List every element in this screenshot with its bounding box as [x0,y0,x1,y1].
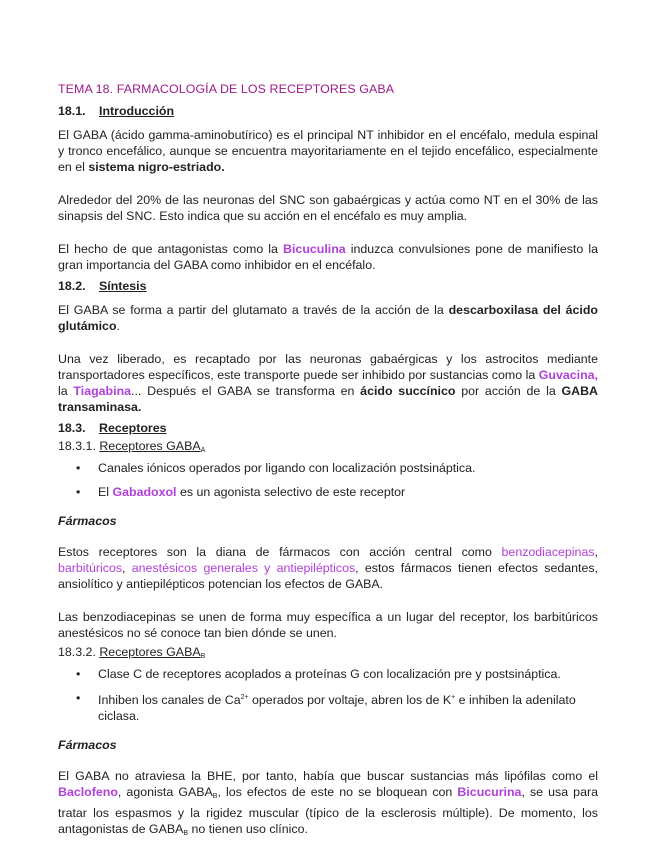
text-run: induzca convulsiones pone de manifiesto la gran importancia del GABA como inhibidor en el encéfalo. [58,242,598,272]
text-run: por acción de la [455,384,562,398]
text-run: Receptores GABA [99,645,201,659]
farmacos-heading-b: Fármacos [58,738,117,752]
text-run: El GABA no atraviesa la BHE, por tanto, había que buscar sustancias más lipófilas como el [58,769,598,783]
text-run: , agonista GABA [117,785,213,799]
farmacos-heading-a: Fármacos [58,514,117,528]
bullet-list-gaba-a [58,460,598,500]
section-label: Síntesis [99,279,147,293]
superscript: + [451,694,456,701]
text-run: es un agonista selectivo de este receptor [176,485,406,499]
highlight-drug: Bicuculina [283,242,346,256]
subsection-heading-gaba-b [58,645,598,660]
section-label: Introducción [99,104,175,118]
subsection-number: 18.3.1. [58,439,96,453]
highlight-drug: Bicucurina [457,785,522,799]
text-run: la [58,384,74,398]
paragraph-gaba-b-1 [58,768,598,842]
text-run: operados por voltaje, abren los de K [248,693,452,707]
list-item [58,690,598,724]
text-run: El hecho de que antagonistas como la [58,242,284,256]
text-run: Una vez liberado, es recaptado por las neuronas gabaérgicas y los astrocitos mediante transportadores específicos, este transporte puede ser inhibido por sustancias como la [58,352,598,382]
subsection-number: 18.3.2. [58,645,96,659]
text-run: Clase C de receptores acoplados a proteínas G con localización pre y postsináptica. [98,667,561,681]
bullet-list-gaba-b [58,666,598,724]
text-run: Receptores GABA [99,439,201,453]
paragraph-sintesis-2 [58,351,598,415]
text-run: e inhiben la adenilato ciclasa. [98,693,576,723]
paragraph-gaba-a-1 [58,544,598,592]
text-run: , se usa para tratar los espasmos y la rigidez muscular (típico de la esclerosis múltiple). De momento, los antagonistas de GABA [58,785,598,836]
text-run: no tienen uso clínico. [188,822,308,836]
section-label: Receptores [99,421,167,435]
text-run: Estos receptores son la diana de fármacos con acción central como [58,545,502,559]
text-run: , [122,561,132,575]
highlight-drug: benzodiacepinas [501,545,595,559]
bold-term: ácido succínico [360,384,456,398]
text-run: El GABA se forma a partir del glutamato a través de la acción de la [58,303,449,317]
section-heading-introduccion [58,104,598,118]
list-item [58,484,598,500]
text-run: Inhiben los canales de Ca [98,693,241,707]
text-run: El GABA (ácido gamma-aminobutírico) es el principal NT inhibidor en el encéfalo, medula espinal y tronco encefálico, aunque se encuentra mayoritariamente en el tejido encefálico, especialmente en el [58,128,598,174]
highlight-drug: Guvacina, [538,368,598,382]
superscript: 2+ [240,694,249,701]
bold-term: descarboxilasa del ácido glutámico [58,303,598,333]
bullet-icon: • [76,667,81,681]
text-run: . [116,319,120,333]
paragraph-intro-2: Alrededor del 20% de las neuronas del SNC son gabaérgicas y actúa como NT en el 30% de las sinapsis del SNC. Esto indica que su acción en el encéfalo es muy amplia. [58,193,598,223]
section-number: 18.3. [58,421,86,435]
text-run: ... Después el GABA se transforma en [131,384,361,398]
text-run: Canales iónicos operados por ligando con localización postsináptica. [98,461,476,475]
bullet-icon: • [76,485,81,499]
bold-term: sistema nigro-estriado. [88,160,225,174]
bold-term: GABA transaminasa. [58,384,598,414]
subscript: B [183,830,189,837]
bullet-icon: • [76,461,81,475]
subsection-label [99,439,205,453]
text-run: , [594,545,598,559]
subscript: B [212,793,218,800]
list-item [58,460,598,476]
list-item [58,666,598,682]
document-page [58,82,598,859]
paragraph-gaba-a-2: Las benzodiacepinas se unen de forma muy específica a un lugar del receptor, los barbitúricos anestésicos no sé conoce tan bien dónde se unen. [58,610,598,640]
section-heading-sintesis [58,279,598,293]
document-title: TEMA 18. FARMACOLOGÍA DE LOS RECEPTORES GABA [58,82,395,96]
highlight-drug: Gabadoxol [112,485,177,499]
subsection-label [99,645,205,659]
subscript: B [200,653,206,660]
highlight-drug: Tiagabina [73,384,132,398]
text-run: , estos fármacos tienen efectos sedantes, ansiolítico y antiepilépticos potencian los efectos de GABA. [58,561,598,591]
highlight-drug: Baclofeno [58,785,118,799]
section-number: 18.1. [58,104,86,118]
subscript: A [200,447,206,454]
section-number: 18.2. [58,279,86,293]
highlight-drug: anestésicos generales y antiepilépticos [131,561,356,575]
highlight-drug: barbitúricos [58,561,123,575]
paragraph-intro-1 [58,127,598,175]
paragraph-intro-3 [58,241,598,273]
text-run: , los efectos de este no se bloquean con [217,785,458,799]
paragraph-sintesis-1 [58,302,598,334]
subsection-heading-gaba-a [58,439,598,454]
bullet-icon: • [76,691,81,705]
text-run: El [98,485,113,499]
section-heading-receptores [58,421,598,435]
